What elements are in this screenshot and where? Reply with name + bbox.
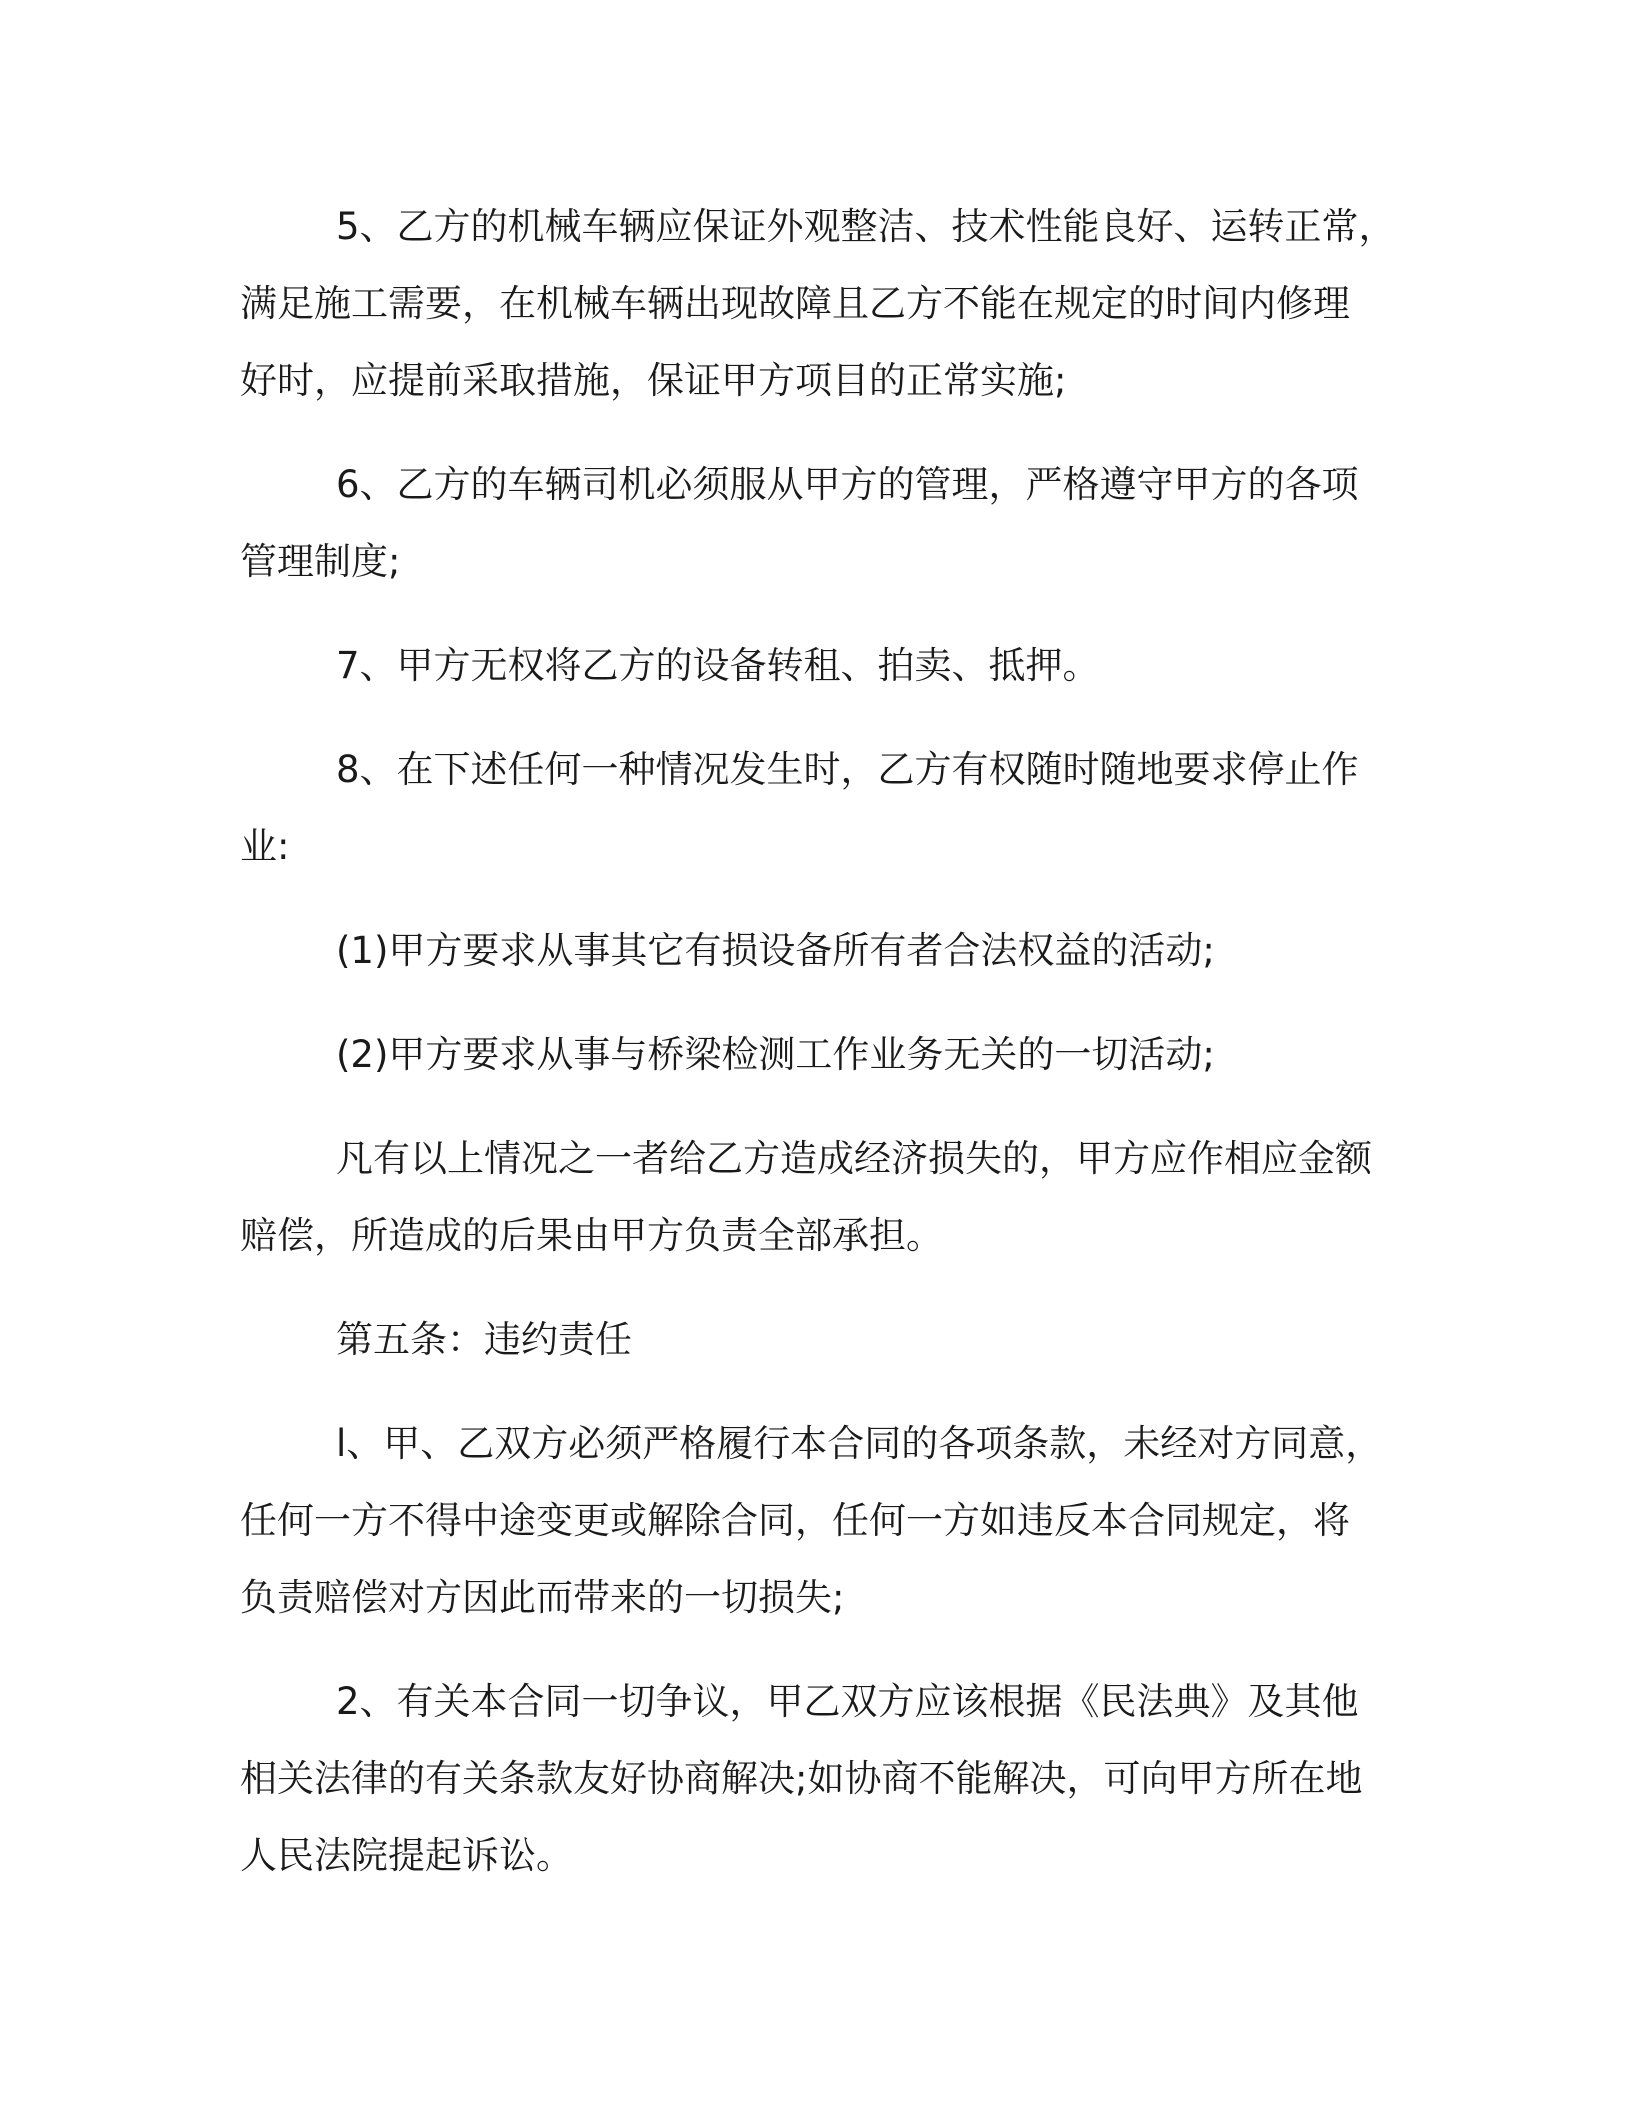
text-line: 管理制度; xyxy=(240,540,401,583)
text-line: 负责赔偿对方因此而带来的一切损失; xyxy=(240,1576,845,1619)
text-line: 任何一方不得中途变更或解除合同，任何一方如违反本合同规定，将 xyxy=(240,1499,1350,1542)
clause-8-item-1 xyxy=(240,912,1385,989)
text-line: 5、乙方的机械车辆应保证外观整洁、技术性能良好、运转正常， xyxy=(336,205,1396,248)
article-5-clause-1 xyxy=(240,1405,1385,1636)
compensation-paragraph xyxy=(240,1120,1385,1274)
text-line: l、甲、乙双方必须严格履行本合同的各项条款，未经对方同意， xyxy=(336,1422,1383,1465)
text-line: 凡有以上情况之一者给乙方造成经济损失的，甲方应作相应金额 xyxy=(336,1137,1372,1180)
article-5-clause-2 xyxy=(240,1663,1385,1894)
text-line: 人民法院提起诉讼。 xyxy=(240,1834,573,1877)
text-line: 第五条：违约责任 xyxy=(336,1318,632,1361)
text-line: 8、在下述任何一种情况发生时，乙方有权随时随地要求停止作 xyxy=(336,748,1359,791)
text-line: 6、乙方的车辆司机必须服从甲方的管理，严格遵守甲方的各项 xyxy=(336,463,1359,506)
clause-6 xyxy=(240,446,1385,600)
clause-8-item-2 xyxy=(240,1016,1385,1093)
document-body xyxy=(240,188,1396,1894)
text-line: 满足施工需要，在机械车辆出现故障且乙方不能在规定的时间内修理 xyxy=(240,282,1350,325)
clause-5 xyxy=(240,188,1396,419)
text-line: 相关法律的有关条款友好协商解决;如协商不能解决，可向甲方所在地 xyxy=(240,1757,1363,1800)
text-line: (1)甲方要求从事其它有损设备所有者合法权益的活动; xyxy=(336,929,1215,972)
text-line: 好时，应提前采取措施，保证甲方项目的正常实施; xyxy=(240,359,1067,402)
text-line: 赔偿，所造成的后果由甲方负责全部承担。 xyxy=(240,1214,943,1257)
text-line: (2)甲方要求从事与桥梁检测工作业务无关的一切活动; xyxy=(336,1033,1215,1076)
text-line: 业: xyxy=(240,825,290,868)
article-5-heading xyxy=(240,1301,1385,1378)
clause-7 xyxy=(240,627,1385,704)
text-line: 7、甲方无权将乙方的设备转租、拍卖、抵押。 xyxy=(336,644,1100,687)
text-line: 2、有关本合同一切争议，甲乙双方应该根据《民法典》及其他 xyxy=(336,1680,1359,1723)
clause-8 xyxy=(240,731,1385,885)
